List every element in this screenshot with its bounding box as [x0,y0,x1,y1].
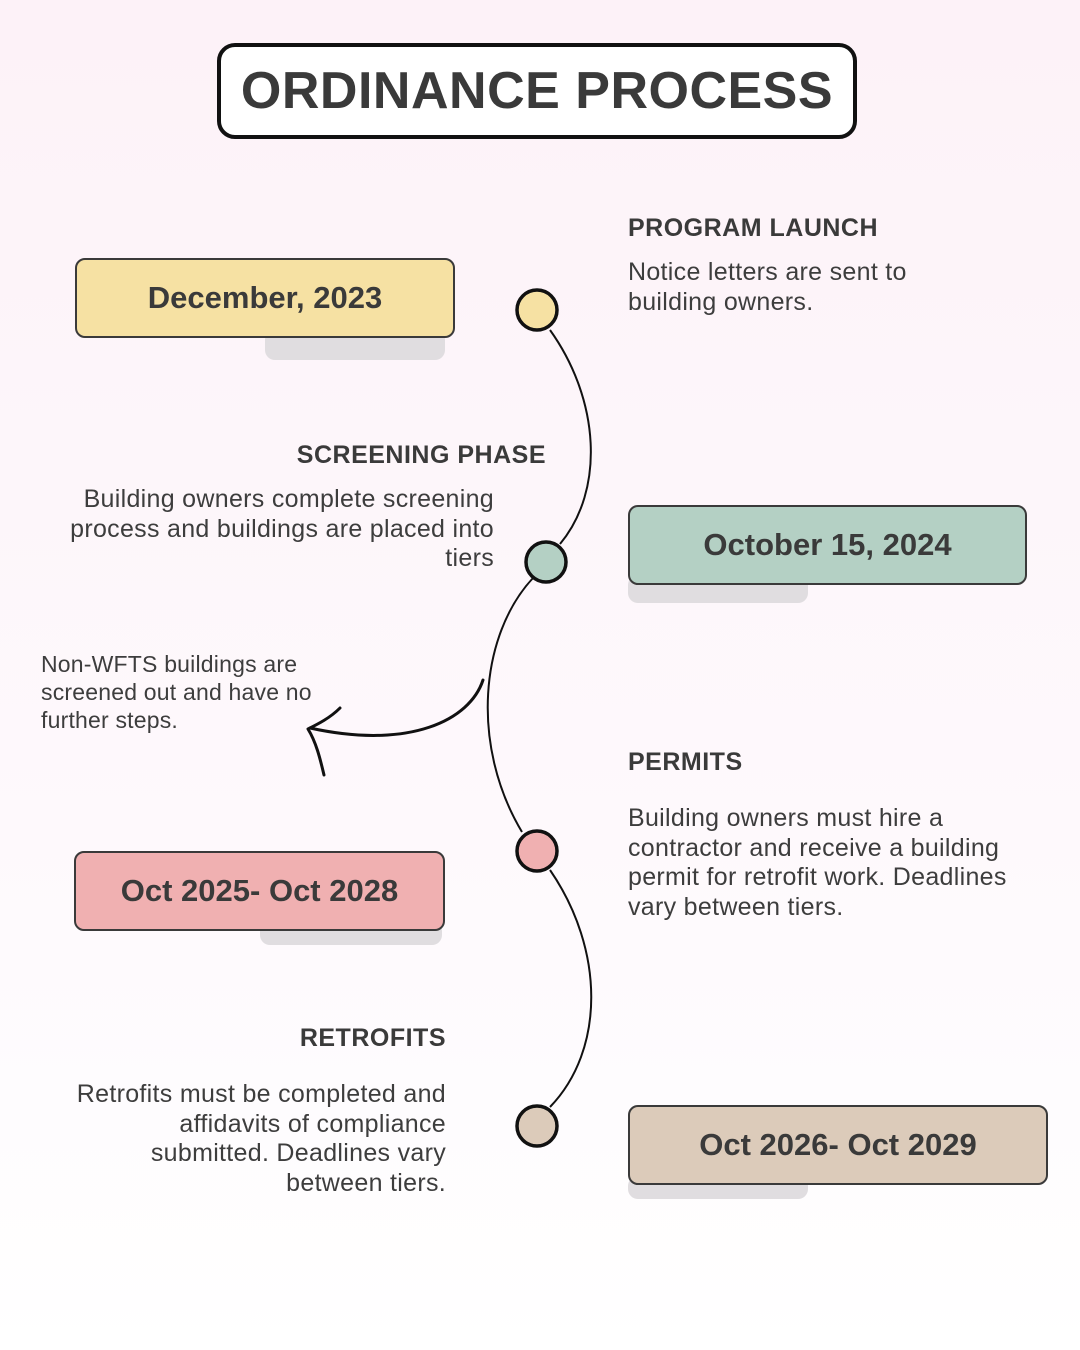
page-title-box [217,43,857,139]
date-badge-1 [75,258,455,338]
date-label-1: December, 2023 [147,280,383,315]
date-label-2: October 15, 2024 [703,527,952,562]
step-description-permits: Building owners must hire a contractor and receive a building permit for retrofit work. Deadlines vary between tiers. [628,804,1007,921]
timeline-node-2 [526,542,566,582]
timeline-curve-2-3 [488,578,533,832]
step-description-program-launch: Notice letters are sent to building owners. [628,258,907,316]
page-title: ORDINANCE PROCESS [240,62,834,120]
timeline-curve-3-4 [550,870,591,1107]
date-badge-4 [628,1105,1048,1185]
date-label-4: Oct 2026- Oct 2029 [699,1127,977,1162]
date-badge-3 [74,851,445,931]
timeline-node-3 [517,831,557,871]
step-description-retrofits: Retrofits must be completed and affidavits of compliance submitted. Deadlines vary between tiers. [76,1080,446,1197]
date-label-3: Oct 2025- Oct 2028 [120,873,399,908]
step-heading-permits: PERMITS [628,748,743,776]
date-badge-2 [628,505,1027,585]
timeline-node-1 [517,290,557,330]
step-heading-program-launch: PROGRAM LAUNCH [628,214,879,242]
step-description-screening-phase: Building owners complete screening process and buildings are placed into tiers [70,485,494,572]
timeline-curve-1-2 [550,330,591,544]
timeline-node-4 [517,1106,557,1146]
step-heading-screening-phase: SCREENING PHASE [296,441,546,469]
step-heading-retrofits: RETROFITS [299,1024,446,1052]
screened-out-note: Non-WFTS buildings are screened out and have no further steps. [41,651,312,733]
